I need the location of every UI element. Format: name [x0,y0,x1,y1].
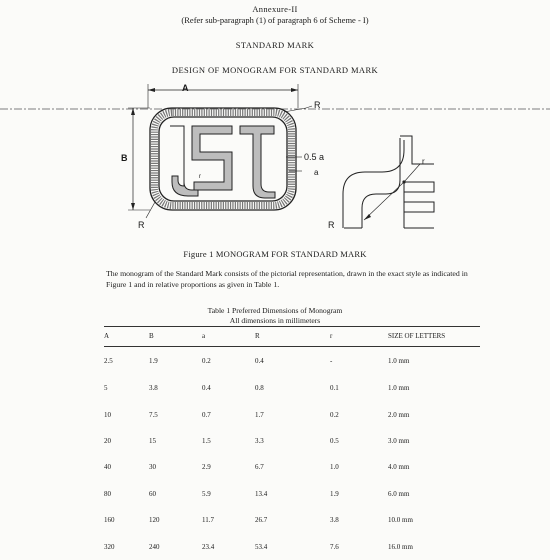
cell: 10.0 mm [388,516,413,525]
cell: 1.9 [330,489,339,498]
description-paragraph: The monogram of the Standard Mark consists of the pictorial representation, drawn in the exact style as indicated in Figure 1 and in relative proportions as given in Table 1. [106,269,468,289]
cell: 15 [149,436,156,445]
cell: 0.2 [202,357,211,365]
table-title: Table 1 Preferred Dimensions of Monogram [207,306,343,315]
cell: 11.7 [202,516,214,525]
cell: 0.7 [202,410,211,419]
col-header-a: a [202,327,255,347]
table-header-row [104,327,480,347]
cell: 10 [104,410,111,419]
cell: 40 [104,463,111,472]
dimensions-table [104,326,480,560]
cell: 20 [104,436,111,445]
cell: 0.4 [202,384,211,393]
cell: 1.0 mm [388,357,410,365]
col-header-R: R [255,327,330,347]
table-row [104,375,480,401]
monogram-figure [0,78,550,248]
cell: 3.8 [330,516,339,525]
cell: 80 [104,489,111,498]
isi-letters [170,126,275,198]
cell: 3.3 [255,436,264,445]
table-row [104,401,480,427]
cell: 3.0 mm [388,436,410,445]
cell: 320 [104,542,115,551]
cell: 23.4 [202,542,215,551]
cell: 2.5 [104,357,113,365]
label-R-left: R [138,220,145,230]
cell: 7.5 [149,410,158,419]
design-heading: DESIGN OF MONOGRAM FOR STANDARD MARK [171,65,379,75]
table-row [104,454,480,480]
cell: 1.0 [330,463,339,472]
label-R-detail: R [328,220,335,230]
corner-detail-drawing [343,136,434,228]
label-A: A [182,83,189,93]
cell: 0.5 [330,436,339,445]
cell: 30 [149,463,156,472]
label-r-detail: r [422,157,425,166]
cell: 13.4 [255,489,268,498]
cell: 16.0 mm [388,542,413,551]
label-B: B [121,153,128,163]
reference-line: (Refer sub-paragraph (1) of paragraph 6 of Scheme - I) [181,15,369,25]
cell: 0.2 [330,410,339,419]
col-header-size: SIZE OF LETTERS [388,327,480,347]
cell: 160 [104,516,115,525]
col-header-r: r [330,327,388,347]
cell: 6.7 [255,463,264,472]
table-row [104,428,480,454]
table-row [104,533,480,559]
cell: 120 [149,516,160,525]
cell: 1.0 mm [388,384,410,393]
cell: 1.9 [149,357,158,365]
table-subtitle: All dimensions in millimeters [229,316,321,325]
label-r-inner: r [199,174,201,180]
figure-caption: Figure 1 MONOGRAM FOR STANDARD MARK [183,249,367,259]
cell: 240 [149,542,160,551]
label-half-a: 0.5 a [304,152,325,162]
cell: 5 [104,384,108,393]
cell: 1.5 [202,436,211,445]
col-header-B: B [149,327,202,347]
table-row [104,347,480,376]
cell: 60 [149,489,156,498]
cell: - [330,357,333,365]
label-R-top: R [314,100,321,110]
cell: 2.9 [202,463,211,472]
standard-mark-heading: STANDARD MARK [235,40,315,50]
cell: 0.8 [255,384,264,393]
col-header-A: A [104,327,149,347]
table-row [104,481,480,507]
cell: 4.0 mm [388,463,410,472]
detail-radius-line [364,182,404,220]
cell: 3.8 [149,384,158,393]
cell: 2.0 mm [388,410,410,419]
cell: 5.9 [202,489,211,498]
label-a: a [314,168,319,177]
cell: 0.4 [255,357,264,365]
cell: 26.7 [255,516,268,525]
table-row [104,507,480,533]
cell: 1.7 [255,410,264,419]
annexure-heading: Annexure-II [252,4,298,14]
cell: 53.4 [255,542,268,551]
cell: 7.6 [330,542,339,551]
cell: 6.0 mm [388,489,410,498]
cell: 0.1 [330,384,339,393]
